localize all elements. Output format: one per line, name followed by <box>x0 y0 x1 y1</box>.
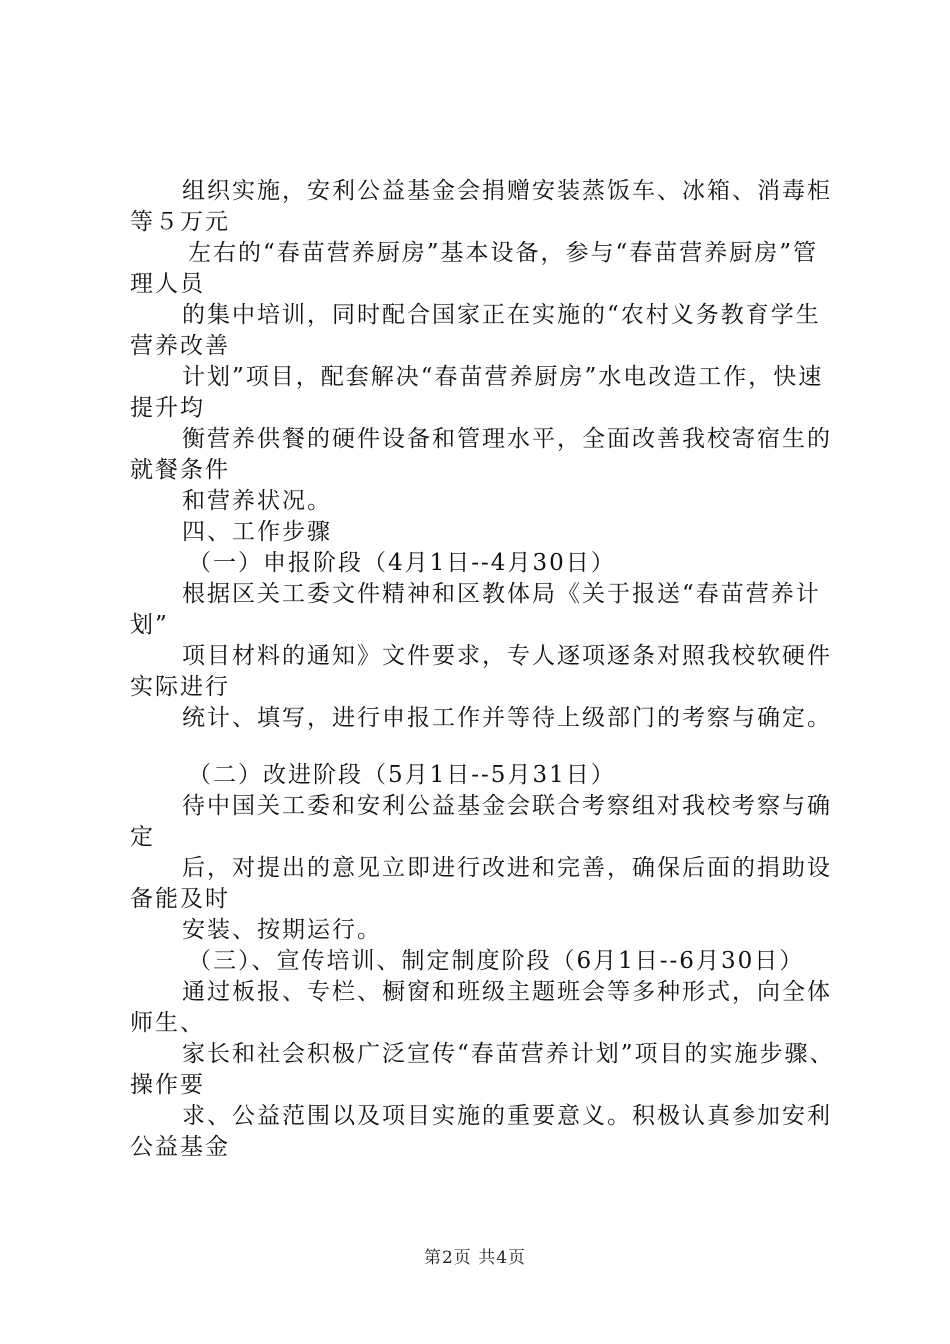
paragraph-line: 衡营养供餐的硬件设备和管理水平，全面改善我校寄宿生的就餐条件 <box>130 426 832 483</box>
paragraph-line: 后，对提出的意见立即进行改进和完善，确保后面的捐助设备能及时 <box>130 855 832 912</box>
document-body <box>130 176 838 1163</box>
paragraph-line: 家长和社会积极广泛宣传“春苗营养计划”项目的实施步骤、操作要 <box>130 1041 835 1098</box>
paragraph-gap <box>130 734 838 760</box>
paragraph-line: 计划”项目，配套解决“春苗营养厨房”水电改造工作，快速提升均 <box>130 364 824 421</box>
paragraph-line: 统计、填写，进行申报工作并等待上级部门的考察与确定。 <box>182 705 832 731</box>
paragraph-line: 的集中培训，同时配合国家正在实施的“农村义务教育学生营养改善 <box>130 302 821 359</box>
paragraph-line: 待中国关工委和安利公益基金会联合考察组对我校考察与确定 <box>130 793 832 850</box>
paragraph-line: 项目材料的通知》文件要求，专人逐项逐条对照我校软硬件实际进行 <box>130 643 832 700</box>
subsection-heading: （三）、宣传培训、制定制度阶段（6月1日--6月30日） <box>188 948 805 974</box>
paragraph-line: 求、公益范围以及项目实施的重要意义。积极认真参加安利公益基金 <box>130 1103 832 1160</box>
paragraph-line: 和营养状况。 <box>182 488 332 514</box>
paragraph-line: 通过板报、专栏、橱窗和班级主题班会等多种形式，向全体师生、 <box>130 979 832 1036</box>
subsection-heading: （二）改进阶段（5月1日--5月31日） <box>188 762 616 788</box>
paragraph-line: 左右的“春苗营养厨房”基本设备，参与“春苗营养厨房”管理人员 <box>130 240 819 297</box>
page-footer: 第2页 共4页 <box>423 1248 527 1268</box>
subsection-heading: （一）申报阶段（4月1日--4月30日） <box>188 550 616 576</box>
paragraph-line: 根据区关工委文件精神和区教体局《关于报送“春苗营养计划” <box>130 581 821 638</box>
section-heading: 四、工作步骤 <box>182 519 332 545</box>
paragraph-line: 组织实施，安利公益基金会捐赠安装蒸饭车、冰箱、消毒柜等５万元 <box>130 178 832 235</box>
paragraph-line: 安装、按期运行。 <box>182 917 382 943</box>
